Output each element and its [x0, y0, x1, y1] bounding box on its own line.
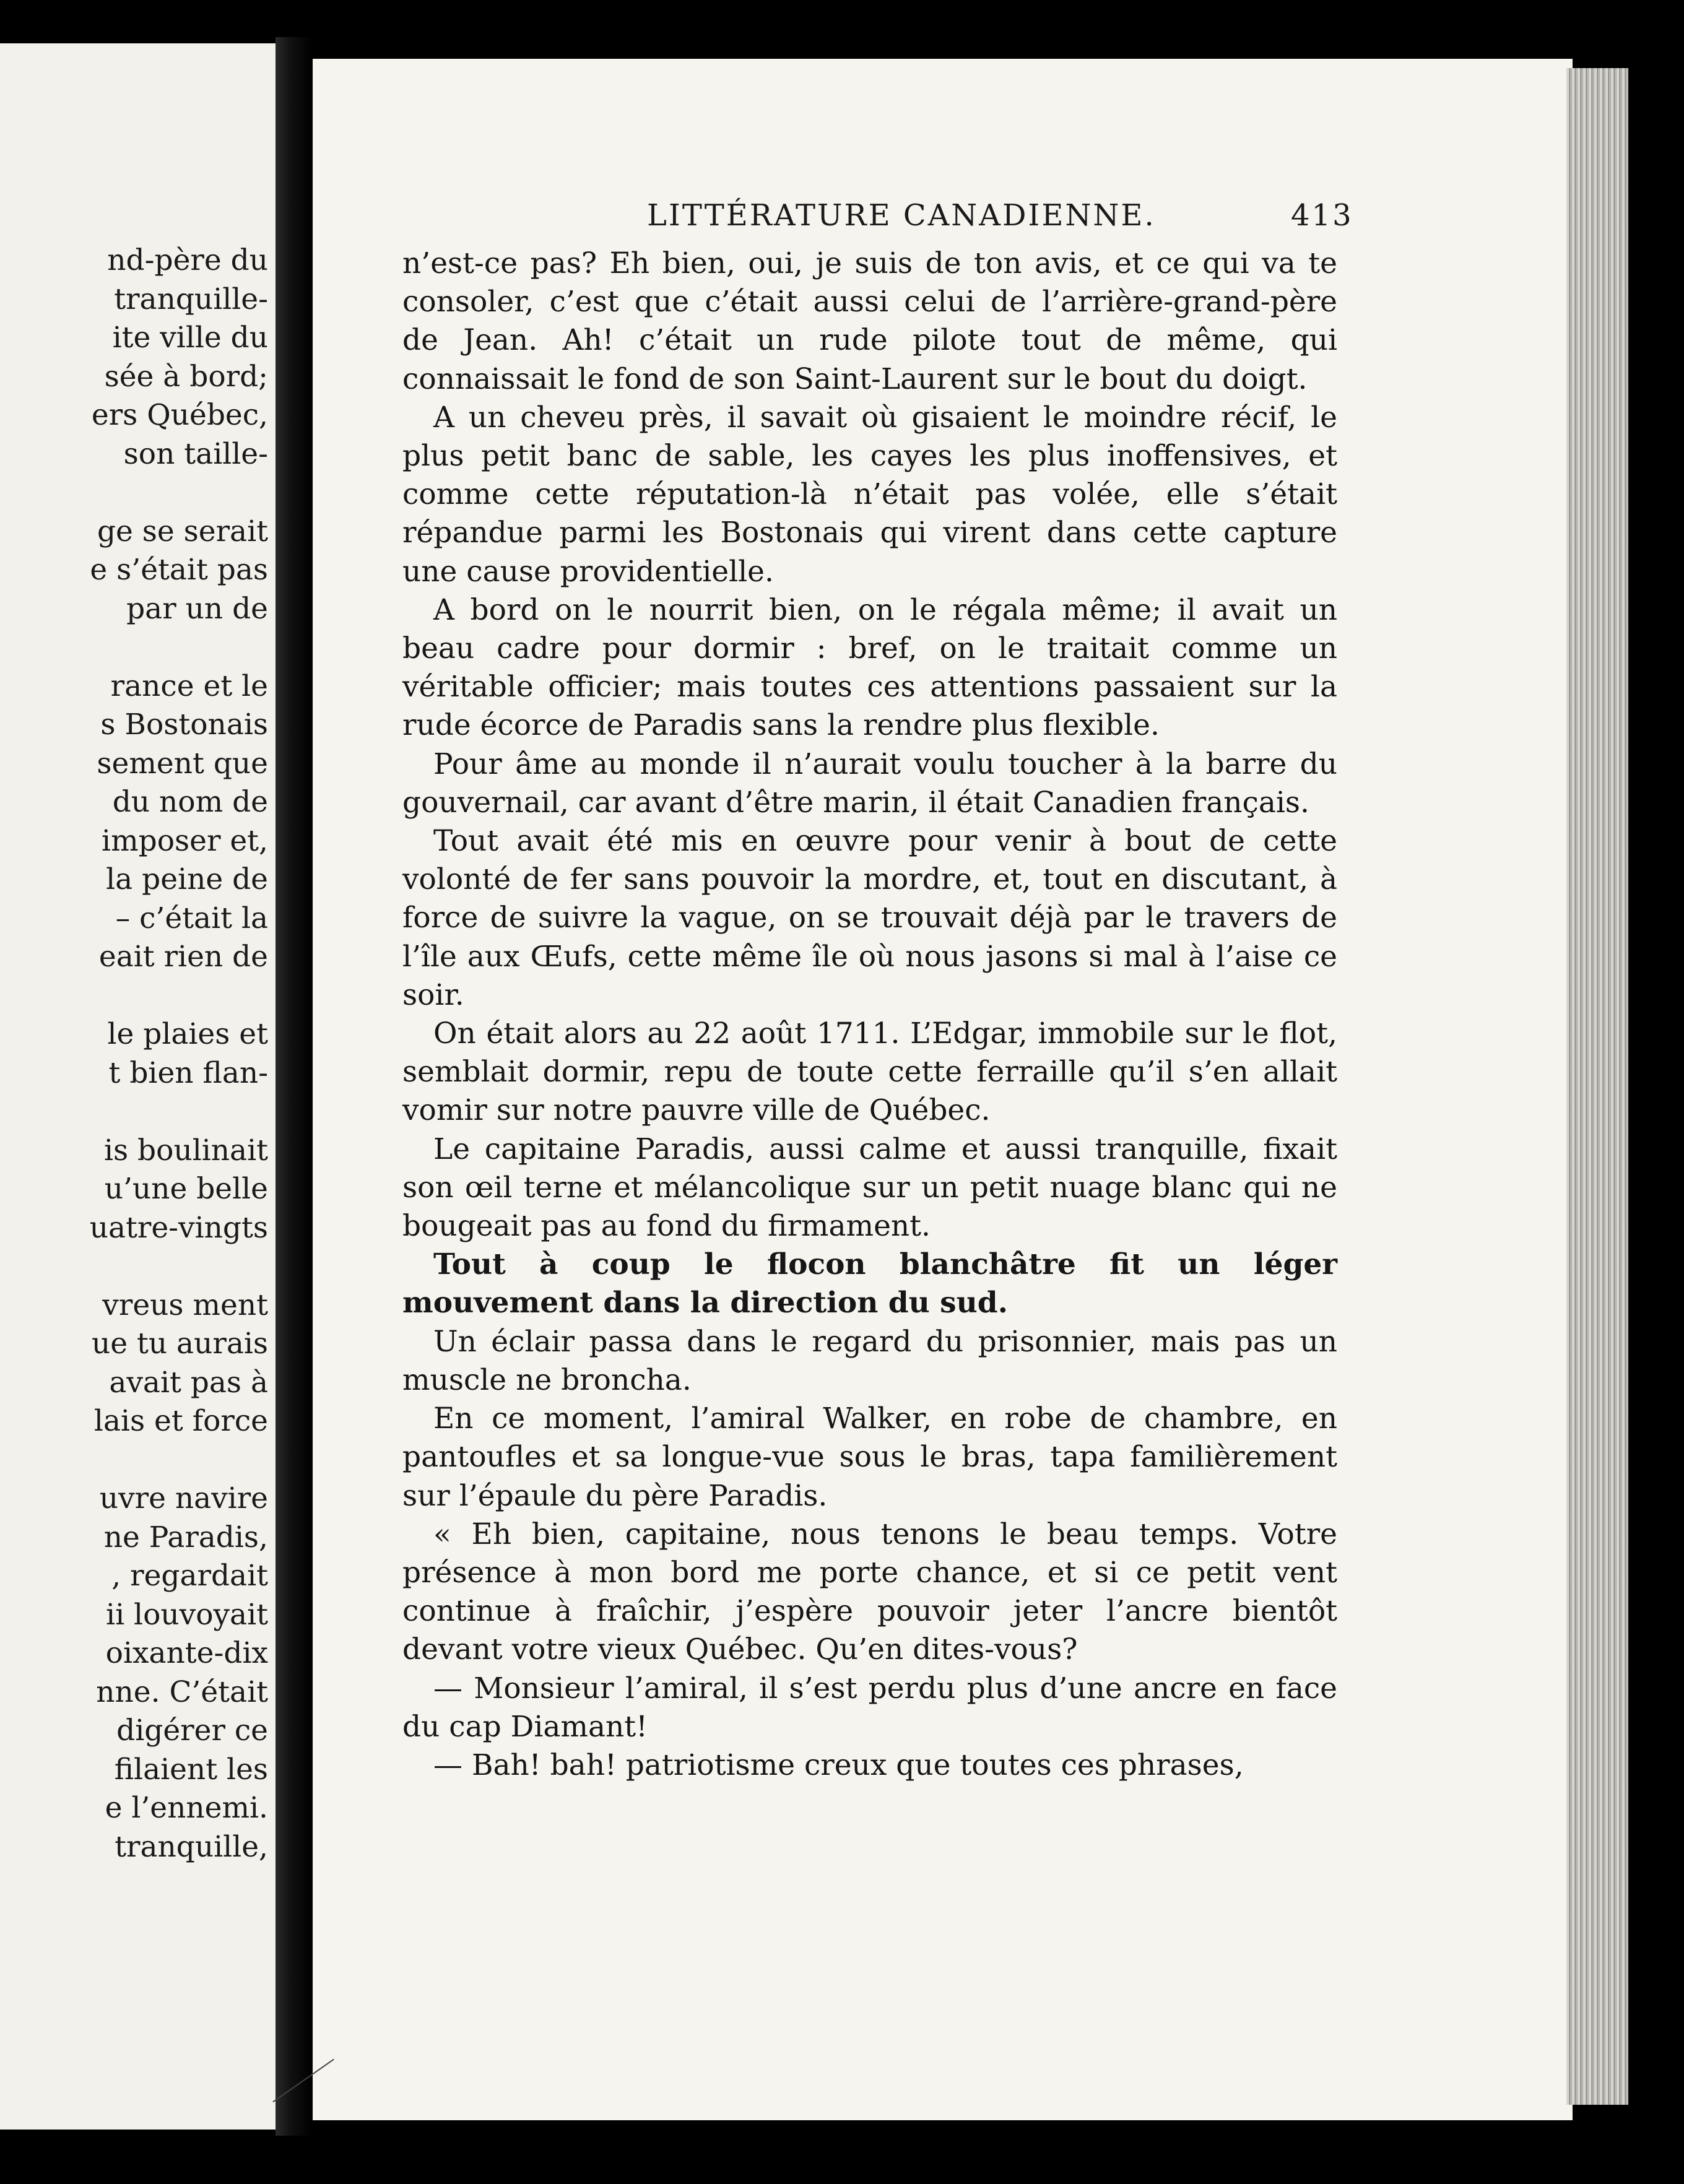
paragraph: A un cheveu près, il savait où gisaient le moindre récif, le plus petit banc de sable, les cayes les plus inoffensives, et comme cette réputation-là n’était pas volée, elle s’était répandue parmi les Bostonais qui virent dans cette capture une cause providentielle.: [402, 400, 1337, 589]
facing-page-line: avait pas à: [109, 1365, 268, 1400]
facing-page-line: t bien flan-: [108, 1055, 268, 1090]
facing-page-line: la peine de: [106, 862, 268, 896]
facing-page-line: nd-père du: [107, 243, 268, 277]
facing-page-line: , regardait: [111, 1559, 268, 1593]
facing-page-line: s Bostonais: [100, 708, 268, 742]
facing-page-line: ii louvoyait: [106, 1597, 268, 1632]
paragraph: « Eh bien, capitaine, nous tenons le beau temps. Votre présence à mon bord me porte chance, et si ce petit vent continue à fraîchir, j’espère pouvoir jeter l’ancre bientôt devant votre vieux Québec. Qu’en dites-vous?: [402, 1517, 1337, 1667]
facing-page-line: ite ville du: [112, 321, 268, 355]
facing-page-line: ge se serait: [97, 514, 268, 548]
facing-page-line: tranquille,: [115, 1829, 268, 1864]
facing-page-line: ue tu aurais: [91, 1327, 268, 1361]
paragraph: Tout avait été mis en œuvre pour venir à bout de cette volonté de fer sans pouvoir la mordre, et, tout en discutant, à force de suivre la vague, on se trouvait déjà par le travers de l’île aux Œufs, cette même île où nous jasons si mal à l’aise ce soir.: [402, 824, 1337, 1012]
paragraph: — Monsieur l’amiral, il s’est perdu plus d’une ancre en face du cap Diamant!: [402, 1671, 1337, 1744]
facing-page-line: e l’ennemi.: [105, 1791, 268, 1825]
paragraph: n’est-ce pas? Eh bien, oui, je suis de ton avis, et ce qui va te consoler, c’est que c’était aussi celui de l’arrière-grand-père de Jean. Ah! c’était un rude pilote tout de même, qui connaissait le fond de son Saint-Laurent sur le bout du doigt.: [402, 246, 1337, 396]
facing-page-line: son taille-: [123, 436, 268, 471]
facing-page-line: e s’était pas: [90, 553, 268, 587]
paragraph: Pour âme au monde il n’aurait voulu toucher à la barre du gouvernail, car avant d’être marin, il était Canadien français.: [402, 747, 1337, 820]
facing-page-line: filaient les: [114, 1752, 268, 1787]
paragraph: A bord on le nourrit bien, on le régala même; il avait un beau cadre pour dormir : bref, on le traitait comme un véritable officier; mais toutes ces attentions passaient sur la rude écorce de Paradis sans la rendre plus flexible.: [402, 592, 1337, 743]
facing-page-text: [2, 241, 268, 1866]
facing-page-line: sement que: [97, 746, 268, 781]
facing-page-line: tranquille-: [114, 282, 268, 316]
facing-page-line: imposer et,: [102, 823, 268, 858]
paragraph: En ce moment, l’amiral Walker, en robe de chambre, en pantoufles et sa longue-vue sous le bras, tapa familièrement sur l’épaule du père Paradis.: [402, 1402, 1337, 1513]
facing-page-line: du nom de: [112, 785, 268, 819]
facing-page-line: [2, 1093, 268, 1132]
facing-page-line: le plaies et: [107, 1017, 268, 1051]
facing-page-line: u’une belle: [104, 1172, 268, 1206]
paragraph: Le capitaine Paradis, aussi calme et aussi tranquille, fixait son œil terne et mélancolique sur un petit nuage blanc qui ne bougeait pas au fond du firmament.: [402, 1132, 1337, 1244]
facing-page-line: [2, 1441, 268, 1480]
facing-page-line: digérer ce: [116, 1714, 268, 1748]
facing-page-line: sée à bord;: [104, 359, 268, 394]
facing-page-line: uatre-vingts: [89, 1210, 268, 1245]
facing-page-line: [2, 474, 268, 513]
paragraph: On était alors au 22 août 1711. L’Edgar, immobile sur le flot, semblait dormir, repu de toute cette ferraille qu’il s’en allait vomir sur notre pauvre ville de Québec.: [402, 1016, 1337, 1128]
facing-page-line: [2, 1247, 268, 1286]
facing-page-line: nne. C’était: [96, 1675, 268, 1709]
paragraph: Tout à coup le flocon blanchâtre fit un léger mouvement dans la direction du sud.: [402, 1247, 1337, 1320]
book-page-edges: [1566, 68, 1630, 2105]
facing-page-line: eait rien de: [98, 940, 268, 974]
facing-page-line: rance et le: [110, 669, 268, 703]
facing-page-left: [0, 43, 276, 2130]
facing-page-line: [2, 628, 268, 667]
facing-page-line: par un de: [126, 591, 268, 626]
page-body: [402, 245, 1337, 1785]
scan-background: [1628, 68, 1684, 2105]
facing-page-line: is boulinait: [103, 1133, 268, 1168]
facing-page-line: – c’était la: [115, 901, 268, 935]
running-title: LITTÉRATURE CANADIENNE.: [647, 198, 1156, 233]
facing-page-line: vreus ment: [102, 1288, 268, 1322]
page-413: [313, 59, 1573, 2120]
facing-page-line: lais et force: [93, 1404, 268, 1438]
page-number: 413: [1291, 198, 1353, 233]
paragraph: Un éclair passa dans le regard du prisonnier, mais pas un muscle ne broncha.: [402, 1324, 1337, 1397]
facing-page-line: oixante-dix: [105, 1636, 268, 1670]
facing-page-line: ne Paradis,: [103, 1520, 268, 1554]
paragraph: — Bah! bah! patriotisme creux que toutes ces phrases,: [433, 1748, 1244, 1782]
book-gutter: [276, 37, 313, 2136]
facing-page-line: uvre navire: [99, 1481, 268, 1515]
facing-page-line: ers Québec,: [91, 398, 268, 432]
facing-page-line: [2, 977, 268, 1016]
